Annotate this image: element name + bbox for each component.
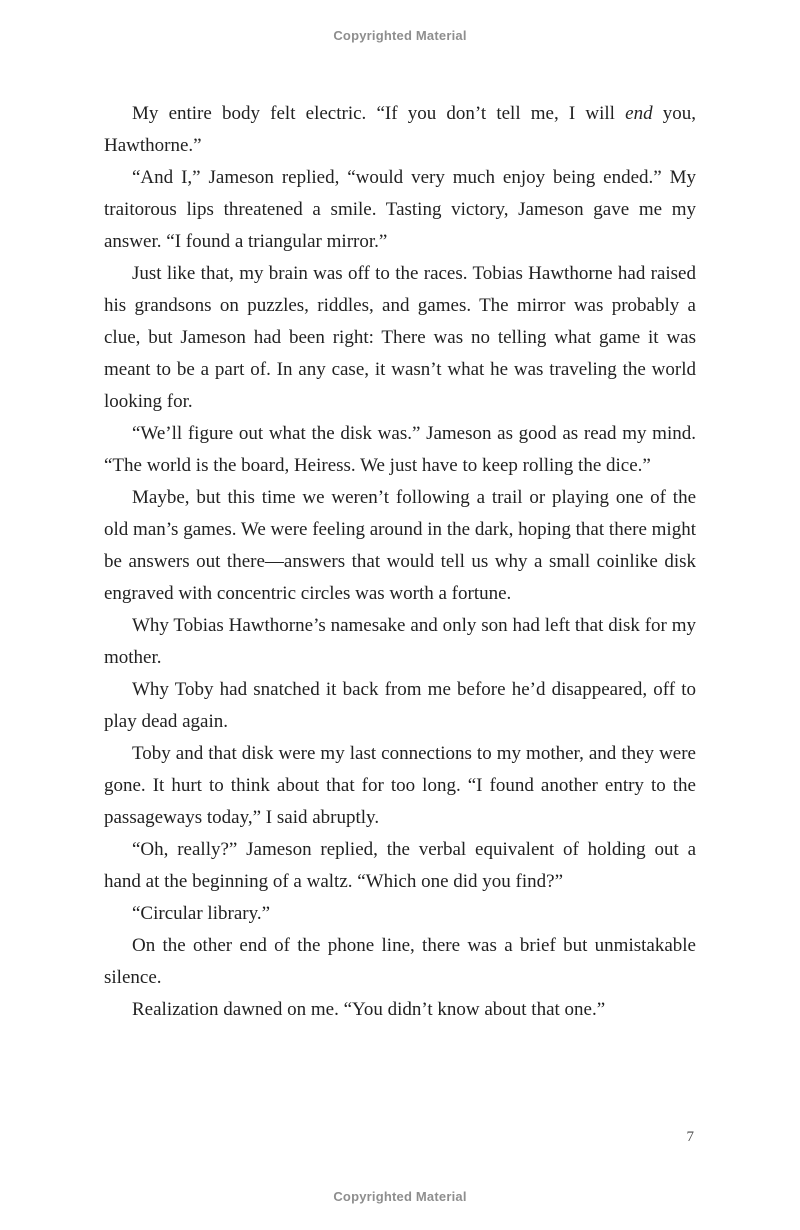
paragraph: “Circular library.”	[132, 903, 271, 924]
paragraph: “And I,” Jameson replied, “would very much enjoy being ended.” My traitorous lips threatened a smile. Tasting victory, Jameson gave me my answer. “I found a triangular mirror.”	[104, 167, 696, 252]
paragraph: On the other end of the phone line, there was a brief but unmistakable silence.	[104, 935, 696, 988]
paragraph: Why Toby had snatched it back from me before he’d disappeared, off to play dead again.	[104, 679, 696, 732]
paragraph: “We’ll figure out what the disk was.” Jameson as good as read my mind. “The world is the board, Heiress. We just have to keep rolling the dice.”	[104, 423, 696, 476]
copyright-notice-bottom: Copyrighted Material	[333, 1189, 467, 1204]
paragraph: Just like that, my brain was off to the races. Tobias Hawthorne had raised his grandsons on puzzles, riddles, and games. The mirror was probably a clue, but Jameson had been right: There was no telling what game it was meant to be a part of. In any case, it wasn’t what he was traveling the world looking for.	[104, 263, 696, 412]
paragraph: Realization dawned on me. “You didn’t know about that one.”	[132, 999, 606, 1020]
paragraph-text: My entire body felt electric. “If you don’t tell me, I will	[132, 103, 626, 124]
copyright-notice-top: Copyrighted Material	[333, 28, 467, 43]
paragraph: Why Tobias Hawthorne’s namesake and only son had left that disk for my mother.	[104, 615, 696, 668]
italic-word: end	[625, 103, 653, 124]
paragraph-text: you, Hawthorne.”	[104, 103, 696, 156]
paragraph: Maybe, but this time we weren’t following a trail or playing one of the old man’s games. We were feeling around in the dark, hoping that there might be answers out there—answers that would tell us why a small coinlike disk engraved with concentric circles was worth a fortune.	[104, 487, 696, 604]
body-text	[104, 98, 696, 1026]
paragraph	[104, 98, 696, 162]
paragraph: “Oh, really?” Jameson replied, the verbal equivalent of holding out a hand at the beginning of a waltz. “Which one did you find?”	[104, 839, 696, 892]
page-number: 7	[686, 1129, 694, 1145]
paragraph: Toby and that disk were my last connections to my mother, and they were gone. It hurt to think about that for too long. “I found another entry to the passageways today,” I said abruptly.	[104, 743, 696, 828]
